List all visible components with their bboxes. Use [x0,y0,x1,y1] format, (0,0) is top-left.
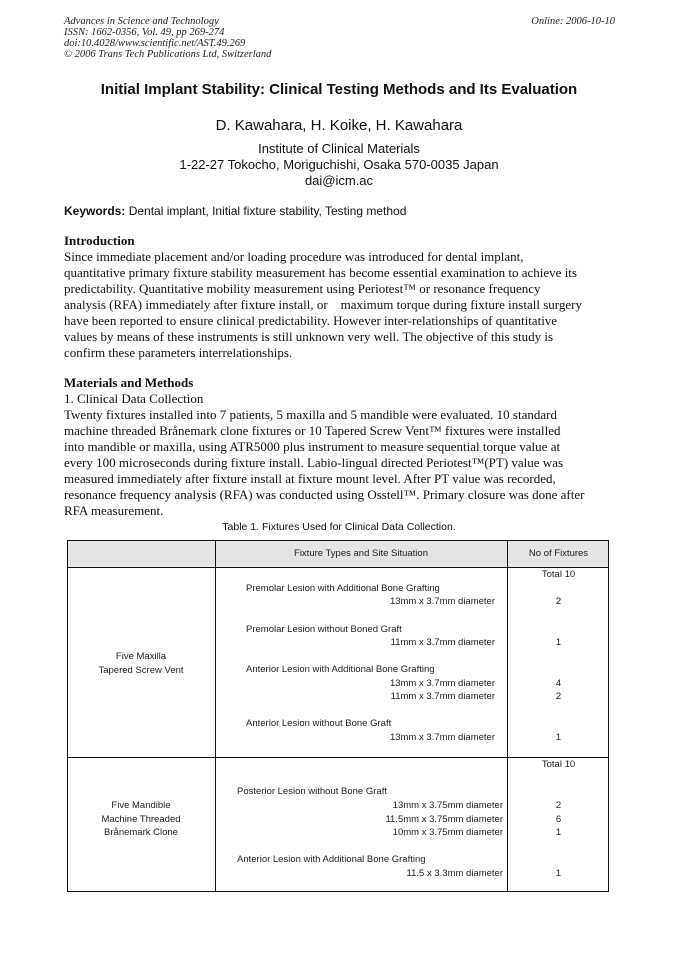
fixture-dimension: 11.5 x 3.3mm diameter [406,868,503,879]
fixture-count: 1 [555,827,562,838]
fixture-count: 1 [555,868,562,879]
introduction-line: quantitative primary fixture stability measurement has become essential examination to achieve its [64,265,577,280]
group-total: Total 10 [541,569,576,580]
group-label-line: Machine Threaded [101,814,181,825]
group-label-line: Tapered Screw Vent [98,665,184,676]
journal-copyright: © 2006 Trans Tech Publications Ltd, Switzerland [64,49,272,60]
introduction-section [64,233,618,361]
methods-subheading: 1. Clinical Data Collection [64,391,204,406]
site-situation: Premolar Lesion without Boned Graft [246,624,402,635]
keywords [64,204,406,218]
group-total: Total 10 [541,759,576,770]
table-border [67,567,609,568]
methods-heading: Materials and Methods [64,375,194,390]
site-situation: Anterior Lesion without Bone Graft [246,718,392,729]
introduction-line: confirm these parameters interrelationships. [64,345,293,360]
introduction-heading: Introduction [64,233,135,248]
table-header-no-of-fixtures: No of Fixtures [528,548,589,559]
fixture-count: 1 [555,732,562,743]
journal-header [64,16,444,60]
methods-line: resonance frequency analysis (RFA) was conducted using Osstell™. Primary closure was done after [64,487,585,502]
methods-line: RFA measurement. [64,503,164,518]
fixtures-table [67,540,609,892]
online-date: Online: 2006-10-10 [531,16,615,27]
fixture-dimension: 13mm x 3.7mm diameter [389,678,495,689]
table-border [67,540,68,892]
methods-line: measured immediately after fixture install at fixture mount level. After PT value was recorded, [64,471,556,486]
methods-line: into mandible or maxilla, using ATR5000 plus instrument to measure sequential torque value at [64,439,561,454]
site-situation: Premolar Lesion with Additional Bone Grafting [246,583,440,594]
fixture-count: 1 [555,637,562,648]
group-label-line: Five Mandible [111,800,171,811]
group-label-line: Brånemark Clone [104,827,178,838]
fixture-count: 2 [555,800,562,811]
table-border [67,757,609,758]
fixture-count: 4 [555,678,562,689]
journal-issn: ISSN: 1662-0356, Vol. 49, pp 269-274 [64,27,225,38]
methods-line: Twenty fixtures installed into 7 patients, 5 maxilla and 5 mandible were evaluated. 10 standard [64,407,557,422]
introduction-line: predictability. Quantitative mobility measurement using Periotest™ or resonance frequency [64,281,541,296]
site-situation: Posterior Lesion without Bone Graft [237,786,387,797]
keywords-label: Keywords: [64,204,126,218]
fixture-dimension: 10mm x 3.75mm diameter [392,827,503,838]
fixture-dimension: 13mm x 3.7mm diameter [389,596,495,607]
paper-title: Initial Implant Stability: Clinical Testing Methods and Its Evaluation [100,81,578,98]
affiliation-address: 1-22-27 Tokocho, Moriguchishi, Osaka 570-0035 Japan [179,157,499,172]
fixture-dimension: 13mm x 3.7mm diameter [389,732,495,743]
table-border [507,540,508,892]
table-caption: Table 1. Fixtures Used for Clinical Data Collection. [222,521,456,533]
table-header-fixture-types: Fixture Types and Site Situation [294,548,428,559]
introduction-line: values by means of these instruments is still unknown very well. The objective of this study is [64,329,553,344]
fixture-dimension: 11mm x 3.7mm diameter [390,691,495,702]
table-border [67,891,609,892]
table-border [67,540,609,541]
fixture-count: 2 [555,691,562,702]
group-label-line: Five Maxilla [115,651,167,662]
methods-line: machine threaded Brånemark clone fixtures or 10 Tapered Screw Vent™ fixtures were installed [64,423,561,438]
introduction-line: have been reported to ensure clinical predictability. However inter-relationships of quantitative [64,313,558,328]
keywords-text: Dental implant, Initial fixture stability, Testing method [128,204,407,218]
site-situation: Anterior Lesion with Additional Bone Grafting [237,854,426,865]
introduction-line: Since immediate placement and/or loading procedure was introduced for dental implant, [64,249,524,264]
journal-doi: doi:10.4028/www.scientific.net/AST.49.269 [64,38,246,49]
introduction-line: analysis (RFA) immediately after fixture install, or maximum torque during fixture install surgery [64,297,582,312]
affiliation-institute: Institute of Clinical Materials [258,141,420,156]
fixture-count: 6 [555,814,562,825]
site-situation: Anterior Lesion with Additional Bone Grafting [246,664,435,675]
affiliation [0,141,678,189]
fixture-dimension: 11.5mm x 3.75mm diameter [385,814,503,825]
table-border [215,540,216,892]
fixture-dimension: 13mm x 3.75mm diameter [392,800,503,811]
fixture-dimension: 11mm x 3.7mm diameter [390,637,495,648]
methods-section [64,375,618,519]
affiliation-email: dai@icm.ac [304,173,374,188]
paper-authors: D. Kawahara, H. Koike, H. Kawahara [215,117,463,134]
methods-line: every 100 microseconds during fixture install. Labio-lingual directed Periotest™(PT) value was [64,455,564,470]
table-border [608,540,609,892]
journal-name: Advances in Science and Technology [64,16,219,27]
fixture-count: 2 [555,596,562,607]
